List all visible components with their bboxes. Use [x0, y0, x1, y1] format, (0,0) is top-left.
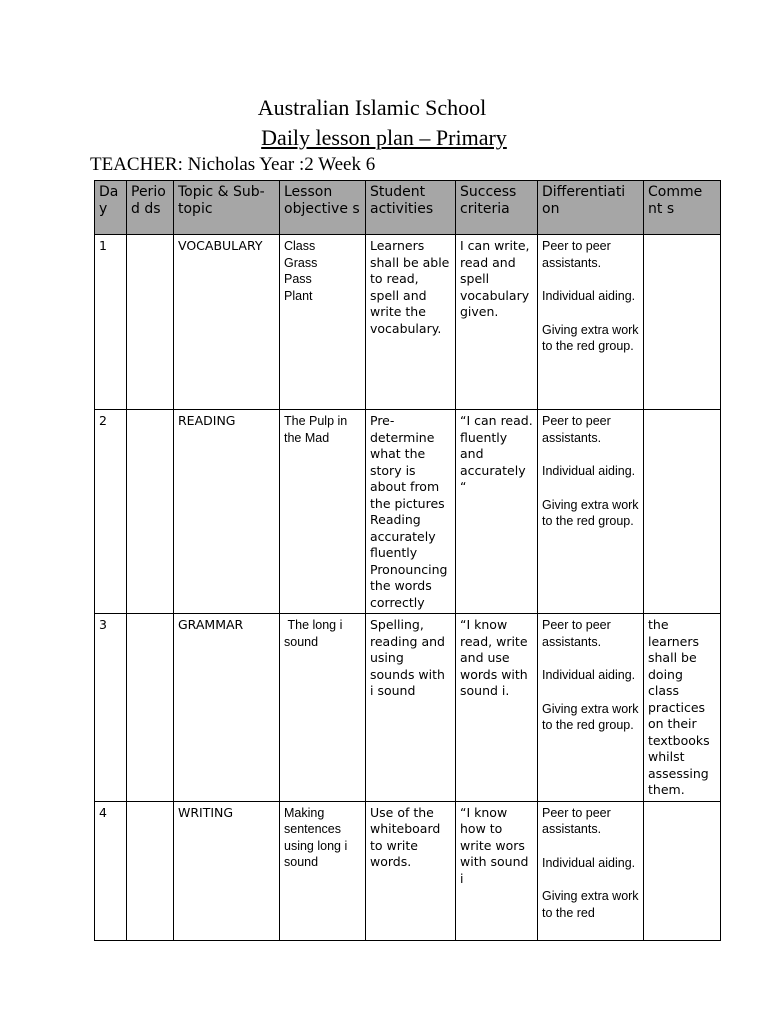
teacher-line: TEACHER: Nicholas Year :2 Week 6: [90, 154, 376, 175]
column-header-topic: Topic & Sub-topic: [174, 181, 280, 235]
differentiation-line: Individual aiding.: [542, 289, 636, 303]
differentiation-cell: [538, 614, 644, 802]
subtitle-text: Daily lesson plan – Primary: [261, 125, 507, 150]
periods-cell: [127, 614, 174, 802]
topic-cell: VOCABULARY: [174, 235, 280, 410]
day-cell: 4: [95, 801, 127, 940]
differentiation-line: Giving extra work to the red group.: [542, 322, 643, 353]
success-cell: “I know how to write wors with sound i: [456, 801, 538, 940]
school-name-text: Australian Islamic School: [257, 95, 487, 120]
objective-cell: [280, 410, 366, 614]
comments-cell: the learners shall be doing class practices on their textbooks whilst assessing them.: [644, 614, 721, 802]
spacer: [542, 838, 639, 855]
objective-cell: [280, 235, 366, 410]
differentiation-line: Peer to peer assistants.: [542, 618, 615, 649]
objective-line: Class: [284, 239, 316, 253]
differentiation-line: Giving extra work to the red group.: [542, 497, 643, 528]
school-name: [0, 95, 768, 121]
differentiation-cell: [538, 235, 644, 410]
spacer: [542, 871, 639, 888]
column-header-activities: Student activities: [366, 181, 456, 235]
objective-cell: [280, 801, 366, 940]
table-header-row: [95, 181, 721, 235]
differentiation-line: Individual aiding.: [542, 855, 636, 870]
objective-line: Plant: [284, 288, 313, 303]
activities-cell: Use of the whiteboard to write words.: [366, 801, 456, 940]
objective-line: Pass: [284, 272, 312, 286]
objective-line: The Pulp in the Mad: [284, 414, 351, 445]
table-row: [95, 614, 721, 802]
differentiation-line: Giving extra work to the red group.: [542, 701, 643, 732]
table-row: [95, 801, 721, 940]
differentiation-cell: [538, 410, 644, 614]
spacer: [542, 684, 639, 701]
column-header-periods: Perio d ds: [127, 181, 174, 235]
differentiation-cell: [538, 801, 644, 940]
success-cell: “I know read, write and use words with sound i.: [456, 614, 538, 802]
column-header-objectives: Lesson objective s: [280, 181, 366, 235]
differentiation-line: Peer to peer assistants.: [542, 414, 615, 445]
day-cell: 3: [95, 614, 127, 802]
success-cell: “I can read. fluently and accurately “: [456, 410, 538, 614]
topic-cell: READING: [174, 410, 280, 614]
day-cell: 1: [95, 235, 127, 410]
differentiation-line: Peer to peer assistants.: [542, 239, 615, 270]
differentiation-line: Giving extra work to the red: [542, 889, 643, 920]
table-row: [95, 410, 721, 614]
spacer: [542, 271, 639, 288]
document-subtitle: [0, 125, 768, 151]
periods-cell: [127, 235, 174, 410]
success-cell: I can write, read and spell vocabulary given.: [456, 235, 538, 410]
activities-cell: Pre-determine what the story is about from the pictures Reading accurately fluently Pronouncing the words correctly: [366, 410, 456, 614]
periods-cell: [127, 410, 174, 614]
lesson-plan-table: [94, 180, 721, 941]
spacer: [542, 446, 639, 463]
activities-cell: Spelling, reading and using sounds with i sound: [366, 614, 456, 802]
spacer: [542, 480, 639, 497]
day-cell: 2: [95, 410, 127, 614]
differentiation-line: Individual aiding.: [542, 464, 636, 478]
objective-line: The long i sound: [284, 618, 346, 649]
differentiation-line: Peer to peer assistants.: [542, 805, 615, 836]
objective-cell: [280, 614, 366, 802]
periods-cell: [127, 801, 174, 940]
objective-line: Making sentences using long i sound: [284, 805, 351, 869]
comments-cell: [644, 235, 721, 410]
column-header-success: Success criteria: [456, 181, 538, 235]
spacer: [542, 305, 639, 322]
spacer: [542, 650, 639, 667]
comments-cell: [644, 410, 721, 614]
column-header-comments: Comme nt s: [644, 181, 721, 235]
activities-cell: Learners shall be able to read, spell and write the vocabulary.: [366, 235, 456, 410]
comments-cell: [644, 801, 721, 940]
topic-cell: WRITING: [174, 801, 280, 940]
differentiation-line: Individual aiding.: [542, 668, 636, 682]
column-header-differentiation: Differentiati on: [538, 181, 644, 235]
objective-line: Grass: [284, 255, 318, 270]
topic-cell: GRAMMAR: [174, 614, 280, 802]
table-row: [95, 235, 721, 410]
column-header-day: Da y: [95, 181, 127, 235]
